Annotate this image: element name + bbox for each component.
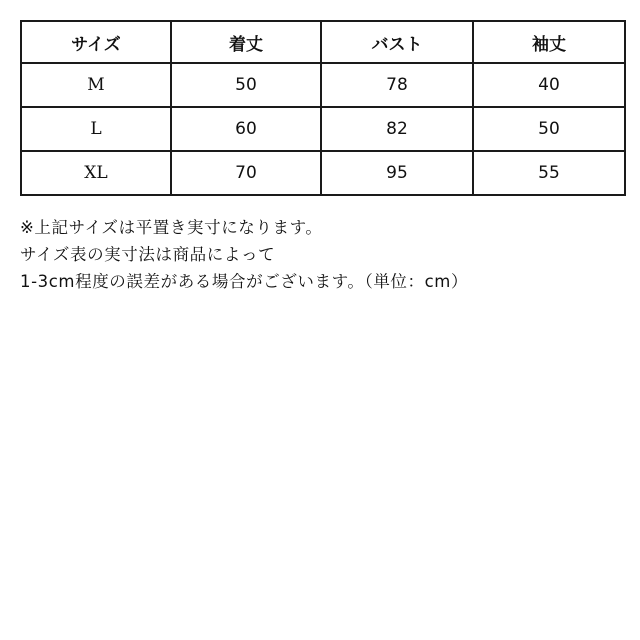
table-row	[21, 107, 625, 151]
sleeve-cell: 40	[473, 63, 625, 107]
size-label-cell: XL	[21, 151, 171, 195]
size-notes	[20, 214, 620, 295]
length-cell: 60	[171, 107, 321, 151]
header-length: 着丈	[171, 21, 321, 63]
header-bust: バスト	[321, 21, 473, 63]
size-label-cell: M	[21, 63, 171, 107]
note-line-tolerance: 1-3cm程度の誤差がある場合がございます。（単位：cm）	[20, 272, 469, 291]
bust-cell: 82	[321, 107, 473, 151]
bust-cell: 95	[321, 151, 473, 195]
header-size: サイズ	[21, 21, 171, 63]
bust-cell: 78	[321, 63, 473, 107]
table-row	[21, 151, 625, 195]
note-line-variance: サイズ表の実寸法は商品によって	[20, 245, 276, 264]
table-row	[21, 63, 625, 107]
size-chart-table	[20, 20, 626, 196]
sleeve-cell: 55	[473, 151, 625, 195]
size-label-cell: L	[21, 107, 171, 151]
length-cell: 70	[171, 151, 321, 195]
note-line-measurement: ※上記サイズは平置き実寸になります。	[20, 218, 323, 237]
table-header-row	[21, 21, 625, 63]
length-cell: 50	[171, 63, 321, 107]
header-sleeve: 袖丈	[473, 21, 625, 63]
sleeve-cell: 50	[473, 107, 625, 151]
